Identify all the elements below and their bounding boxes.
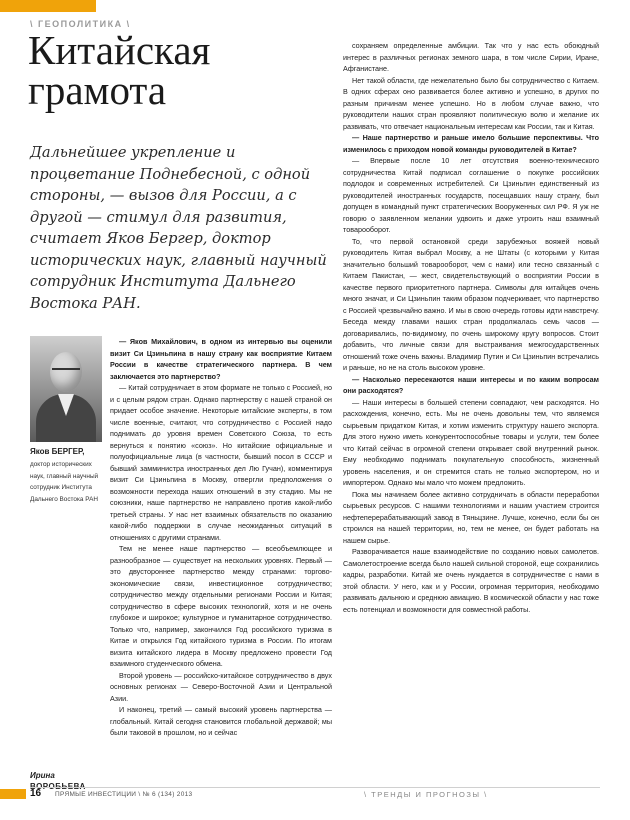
paragraph: — Впервые после 10 лет отсутствия военно-технического сотрудничества Китай подписал соглашение о покупке российских подлодок и современных истребителей. Си Цзиньпин единственный из руководителей иностранных государств, посещавших нашу страну, был допущен в командный пункт стратегических Вооруженных сил РФ. Я уж не говорю о заявленном желании удвоить и даже утроить наш взаимный товарооборот. (343, 156, 599, 234)
paragraph: — Наше партнерство и раньше имело большие перспективы. Что изменилось с приходом новой команды руководителей в Китае? (343, 133, 599, 154)
title-line-1: Китайская (28, 27, 211, 73)
paragraph: Тем не менее наше партнерство — всеобъемлющее и разнообразное — существует на нескольких уровнях. Первый — это двустороннее партнерство между странами: торгово-экономические связи, инвестиционное сотрудничество; сотрудничество между отдельными регионами России и Китая; сотрудничество в сфере высоких технологий, хотя и не очень глубокое и широкое; культурное и гуманитарное сотрудничество. Только что, например, закончился Год российского туризма в Китае и открылся Год китайского туризма в России. По итогам визита китайского лидера в Москву предложено провести Год взаимного студенческого обмена. (110, 544, 332, 668)
magazine-issue: ПРЯМЫЕ ИНВЕСТИЦИИ \ № 6 (134) 2013 (55, 791, 193, 798)
rubric-label: \ ГЕОПОЛИТИКА \ (30, 19, 131, 29)
page-number: 16 (30, 788, 42, 799)
article-lead: Дальнейшее укрепление и процветание Поднебесной, с одной стороны, — вызов для России, а с другой — стимул для развития, считает Яков Бергер, доктор исторических наук, главный научный сотрудник Института Дальнего Востока РАН. (30, 144, 327, 312)
text-column-1 (110, 336, 332, 739)
paragraph: Нет такой области, где нежелательно было бы сотрудничество с Китаем. В одних сферах оно развивается более активно и успешно, в других по разным причинам менее успешно. Но в любом случае важно, что руководители наших стран проявляют политическую волю и желание их развивать, что отвечает национальным интересам как России, так и Китая. (343, 75, 599, 131)
paragraph: — Яков Михайлович, в одном из интервью вы оценили визит Си Цзиньпина в нашу страну как восприятие Китаем России в качестве стратегического партнера. В чем заключается это партнерство? (110, 337, 332, 381)
paragraph: То, что первой остановкой среди зарубежных вояжей новый руководитель Китая выбрал Москву, а не Штаты (с которыми у Китая значительно больший товарооборот, чем с нами) или тесно связанный с Китаем Пакистан, — жест, свидетельствующий о восприятии России в качестве первого приоритетного партнера. Символы для китайцев очень много значат, и Си Цзиньпин таким образом подчеркивает, что партнерство с Россией чрезвычайно важно. И мы в свою очередь готовы идти навстречу. Беседа между главами наших стран продолжалась семь часов — договаривались, по-видимому, по очень широкому кругу вопросов. Стоит добавить, что личные связи для выстраивания межгосударственных отношений тоже очень важны. Владимир Путин и Си Цзиньпин встречались и раньше, но не на столь высоком уровне. (343, 236, 599, 372)
paragraph: — Наши интересы в большей степени совпадают, чем расходятся. Но расхождения, конечно, есть. Мы не очень довольны тем, что являемся сырьевым придатком Китая, и хотим изменить структуру нашего экспорта. Для этого нужно иметь конкурентоспособные товары и услуги, тем более что Китай сейчас в огромной степени открывает свой внутренний рынок. Ему необходимо поднимать покупательную способность, жизненный уровень населения, и он стремится стать не только экспортером, но и импортером. Однако мы мало что можем предложить. (343, 397, 599, 487)
article-title (28, 27, 328, 113)
paragraph: Второй уровень — российско-китайское сотрудничество в двух основных регионах — Северо-Восточной Азии и Центральной Азии. (110, 670, 332, 703)
paragraph: — Китай сотрудничает в этом формате не только с Россией, но и с целым рядом стран. Однако партнерству с нашей страной он придает особое значение. Некоторые китайские эксперты, в том числе военные, считают, что сотрудничество с Россией надо поднимать до уровня времен Советского Союза, то есть вернуться к понятию «союз». Но китайские официальные и полуофициальные лица (в частности, бывший посол в СССР и бывший замминистра иностранных дел Лю Гучан), комментируя визит Си Цзиньпина в Москву, отвергли предположения о возможности перехода наших отношений в эту стадию. Мы не союзники, наше партнерство не направлено против какой-либо третьей страны. У нас нет взаимных обязательств по оказанию какой-либо поддержки в случае неожиданных ситуаций в отношениях с другими странами. (110, 383, 332, 542)
paragraph: И наконец, третий — самый высокий уровень партнерства — глобальный. Китай сегодня становится глобальной державой; мы были таковой в прошлом, но и сейчас (110, 705, 332, 737)
paragraph: Пока мы начинаем более активно сотрудничать в области переработки сырьевых ресурсов. С нашими технологиями и нашим участием строится нефтеперерабатывающий завод в Тяньцзине. Лучше, конечно, если бы он строился на нашей территории, но, тем не менее, он будет работать на нашем сырье. (343, 489, 599, 545)
paragraph: сохраняем определенные амбиции. Так что у нас есть обоюдный интерес в различных регионах земного шара, в том числе Сирии, Иране, Афганистане. (343, 41, 599, 73)
paragraph: — Насколько пересекаются наши интересы и по каким вопросам они расходятся? (343, 374, 599, 395)
paragraph: Разворачивается наше взаимодействие по созданию новых самолетов. Самолетостроение всегда было нашей сильной стороной, еще сохранились кадры, разработки. Китай же очень нуждается в сотрудничестве с нами в этой области. У него, как и у России, огромная территория, необходимо развивать дальнюю и среднюю авиацию. В космической области у нас тоже есть потенциал и возможности для совместной работы. (343, 547, 600, 614)
footer-divider (30, 787, 600, 788)
section-label: \ ТРЕНДЫ И ПРОГНОЗЫ \ (364, 790, 488, 799)
author-first-name: Ирина (30, 771, 55, 780)
page-number-tab (0, 789, 26, 799)
photo-caption-description: доктор исторических наук, главный научный сотрудник Института Дальнего Востока РАН (30, 461, 99, 503)
portrait-photo (30, 336, 102, 442)
text-column-2 (343, 40, 599, 615)
title-line-2: грамота (28, 67, 167, 113)
photo-caption-name: Яков БЕРГЕР, (30, 447, 85, 456)
top-accent-bar (0, 0, 96, 12)
